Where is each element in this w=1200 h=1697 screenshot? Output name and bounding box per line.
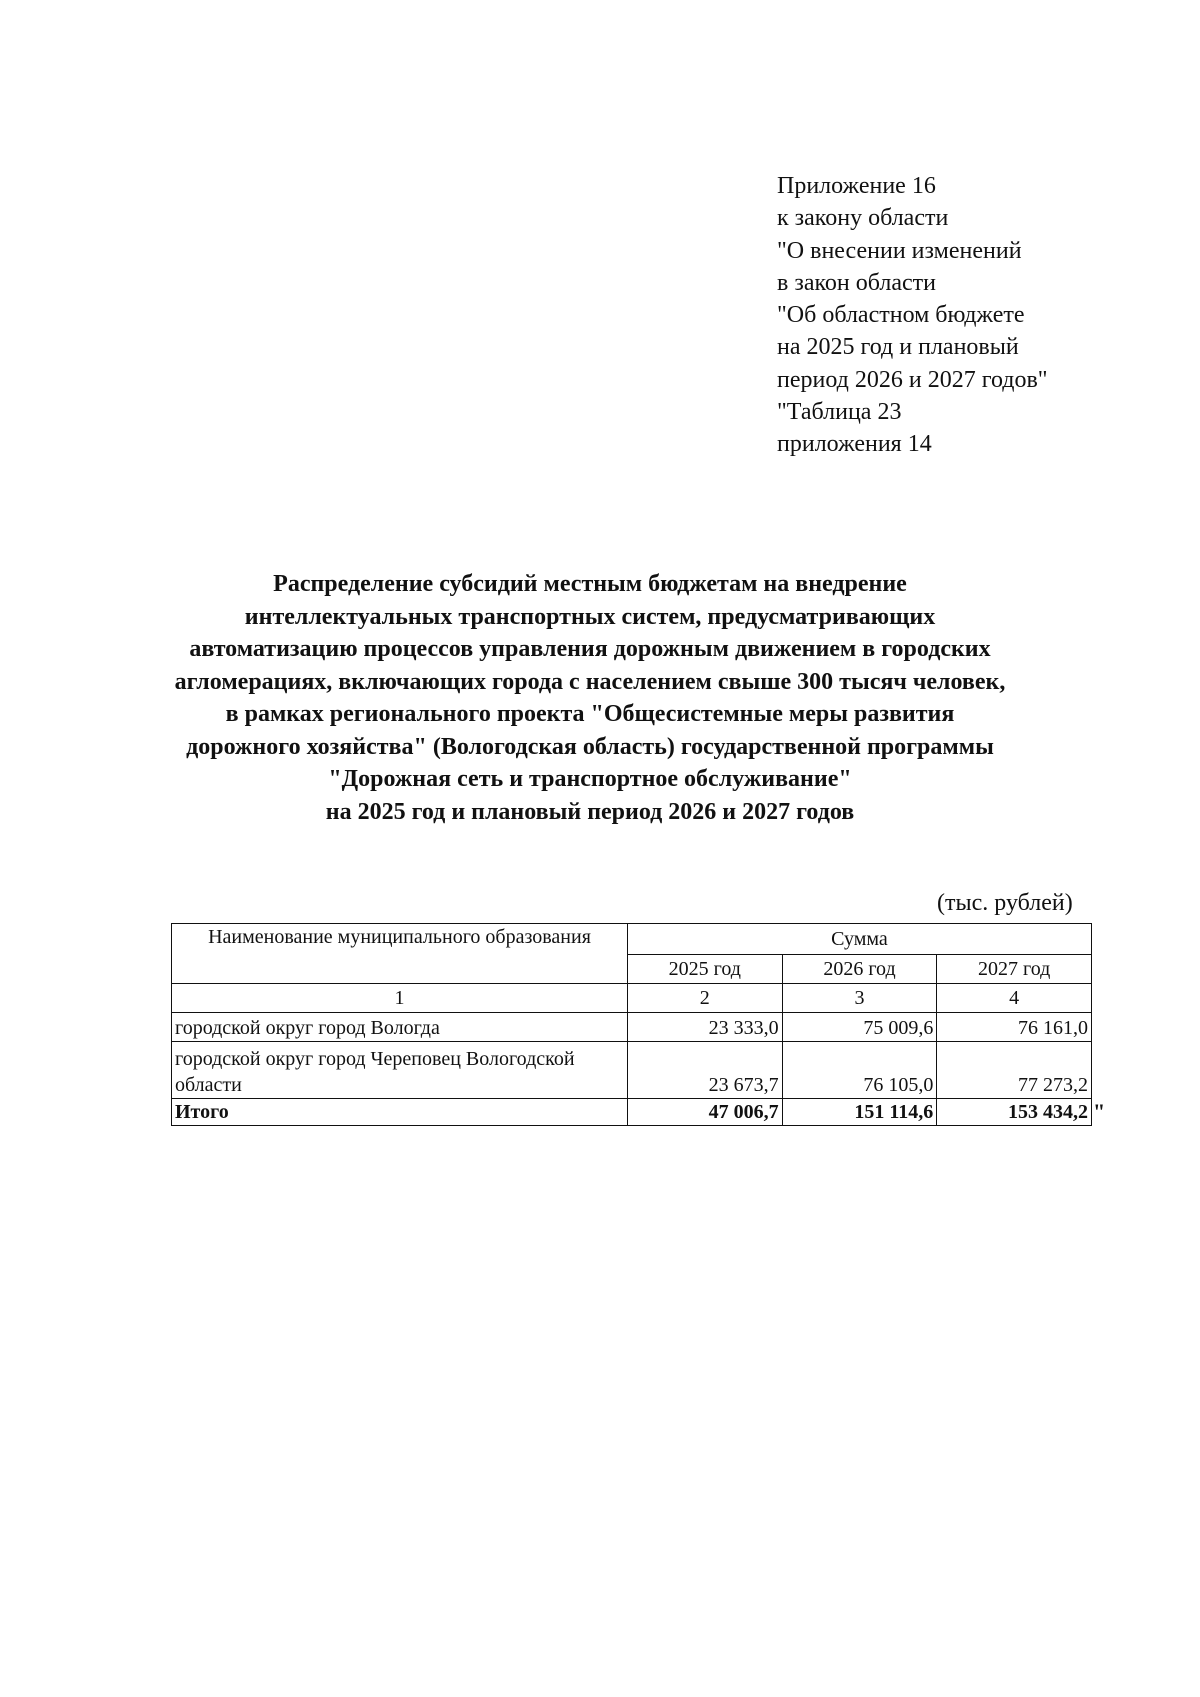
appendix-line: Приложение 16 <box>777 173 936 199</box>
title-line: в рамках регионального проекта "Общесистемные меры развития <box>225 701 955 727</box>
amount-cell: 76 105,0 <box>782 1042 937 1099</box>
total-amount: 47 006,7 <box>627 1099 782 1126</box>
appendix-line: "Об областном бюджете <box>777 302 1025 329</box>
column-number: 4 <box>937 984 1092 1013</box>
appendix-line: приложения 14 <box>777 431 932 458</box>
appendix-line: период 2026 и 2027 годов" <box>777 366 1048 393</box>
title-line: "Дорожная сеть и транспортное обслуживание" <box>328 766 852 792</box>
appendix-reference <box>777 170 1048 461</box>
amount-cell: 77 273,2 <box>937 1042 1092 1099</box>
closing-quote: " <box>1093 1099 1106 1124</box>
total-amount: 151 114,6 <box>782 1099 937 1126</box>
column-number: 2 <box>627 984 782 1013</box>
municipality-name-line: области <box>175 1074 242 1096</box>
title-line: на 2025 год и плановый период 2026 и 2027 годов <box>325 798 855 825</box>
title-line: дорожного хозяйства" (Вологодская область) государственной программы <box>186 733 994 760</box>
header-year: 2027 год <box>937 955 1092 984</box>
amount-cell: 76 161,0 <box>937 1013 1092 1042</box>
table-row <box>172 1013 1092 1042</box>
title-line: автоматизацию процессов управления дорожным движением в городских <box>189 636 991 662</box>
appendix-line: на 2025 год и плановый <box>777 334 1019 361</box>
header-sum: Сумма <box>627 924 1091 955</box>
title-line: агломерациях, включающих города с населением свыше 300 тысяч человек, <box>174 668 1006 695</box>
municipality-name <box>172 1042 628 1099</box>
table-total-row <box>172 1099 1092 1126</box>
appendix-line: "Таблица 23 <box>777 399 902 426</box>
column-number: 1 <box>172 984 628 1013</box>
total-amount: 153 434,2 <box>937 1099 1092 1126</box>
appendix-line: в закон области <box>777 269 936 296</box>
amount-cell: 23 333,0 <box>627 1013 782 1042</box>
units-label: (тыс. рублей) <box>937 890 1073 916</box>
appendix-line: "О внесении изменений <box>777 237 1022 264</box>
header-year: 2026 год <box>782 955 937 984</box>
table-column-numbers-row <box>172 984 1092 1013</box>
amount-cell: 75 009,6 <box>782 1013 937 1042</box>
total-label: Итого <box>172 1099 628 1126</box>
header-name: Наименование муниципального образования <box>172 924 628 984</box>
column-number: 3 <box>782 984 937 1013</box>
amount-cell: 23 673,7 <box>627 1042 782 1099</box>
appendix-line: к закону области <box>777 205 949 232</box>
header-year: 2025 год <box>627 955 782 984</box>
table-row <box>172 1042 1092 1099</box>
title-line: интеллектуальных транспортных систем, предусматривающих <box>244 603 936 630</box>
municipality-name-line: городской округ город Череповец Вологодской <box>175 1048 575 1070</box>
document-title <box>150 568 1030 828</box>
municipality-name: городской округ город Вологда <box>172 1013 628 1042</box>
table-header-row <box>172 924 1092 955</box>
title-line: Распределение субсидий местным бюджетам на внедрение <box>273 571 907 597</box>
subsidy-table <box>171 923 1092 1126</box>
